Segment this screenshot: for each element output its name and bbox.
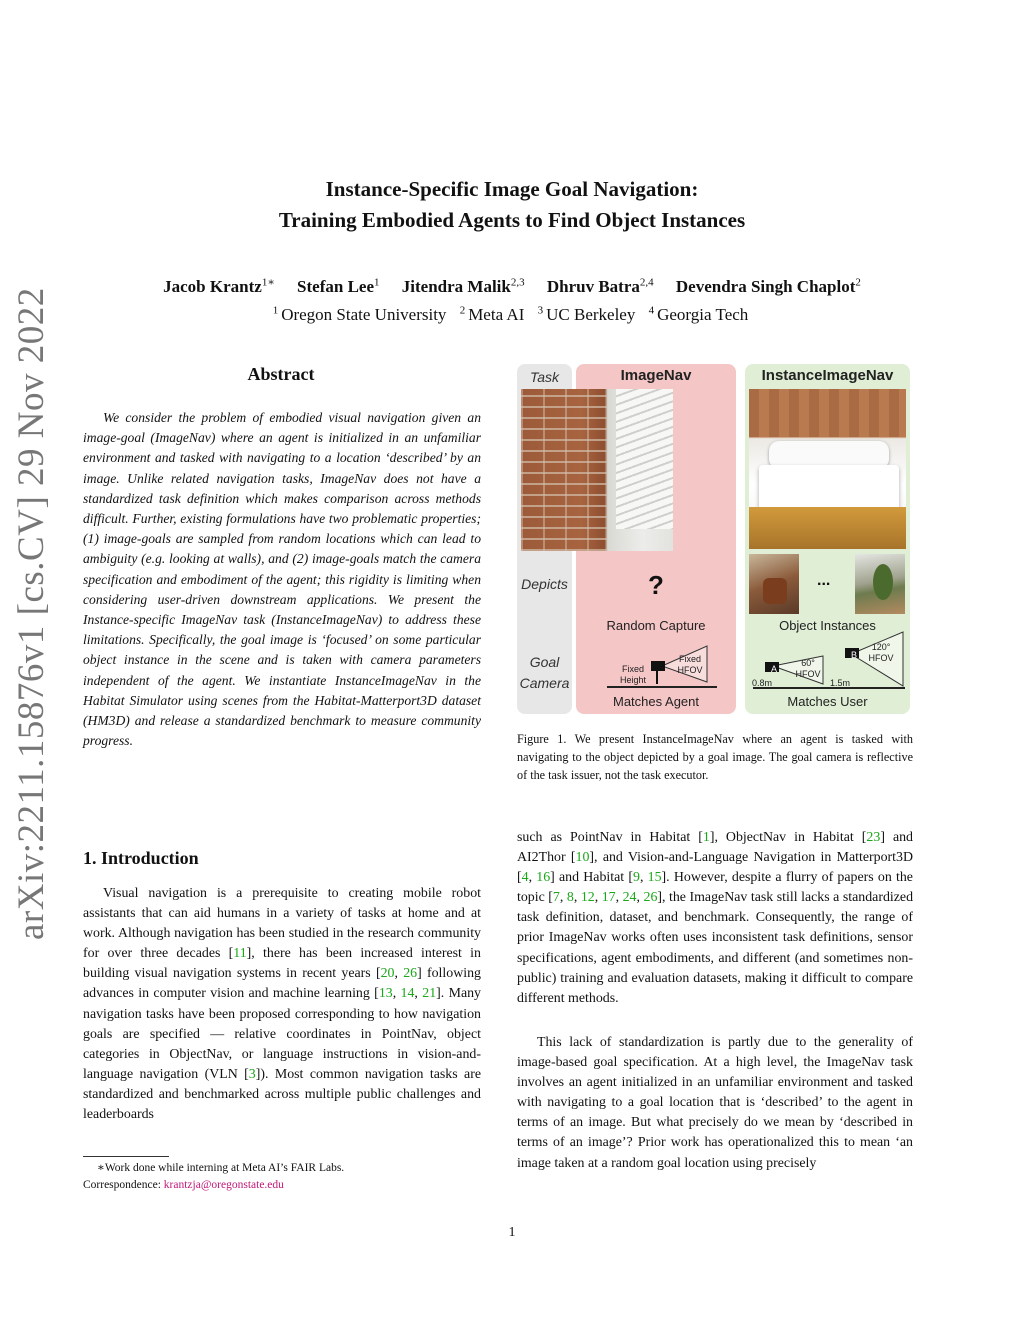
plant-shape [873,564,893,600]
abstract-text: We consider the problem of embodied visual navigation given an image-goal (ImageNav) where an agent is initialized in an unfamiliar environment and tasked with navigating to a location ‘described’ by an image. Unlike related navigation tasks, ImageNav does not have a standardized task definition which makes comparison across methods difficult. Further, existing formulations have two problematic properties; (1) image-goals are sampled from random locations which can lead to ambiguity (e.g. looking at walls), and (2) image-goals match the camera specification and embodiment of the agent; this rigidity is limiting when considering user-driven downstream applications. We present the Instance-specific ImageNav task (InstanceImageNav) to address these limitations. Specifically, the goal image is ‘focused’ on some particular object instance in the scene and is taken with camera parameters independent of the agent. We instantiate InstanceImageNav in the Habitat Simulator using scenes from the Habitat-Matterport3D dataset (HM3D) and release a standardized benchmark to measure community progress. [83,410,481,749]
abstract-heading: Abstract [247,364,315,384]
question-mark: ? [648,570,664,600]
citation-link[interactable]: 4 [521,870,529,886]
citation-link[interactable]: 7 [552,890,560,906]
intro-paragraph: Visual navigation is a prerequisite to creating mobile robot assistants that can aid humans in a variety of tasks at home and at work. Although navigation has been studied in the research community for over three decades [11], there has been increased interest in building visual navigation systems in recent years [20, 26] following advances in computer vision and machine learning [13, 14, 21]. Many navigation tasks have been proposed corresponding to how navigation goals are specified — relative coordinates in PointNav, object categories in ObjectNav, or language instructions in vision-and-language navigation (VLN [3]). Most common navigation tasks are standardized and benchmarked across multiple public challenges and leaderboards [83,886,481,1123]
citation-link[interactable]: 17 [601,890,616,906]
citation-link[interactable]: 1 [702,830,710,845]
email-link[interactable]: krantzja@oregonstate.edu [163,1179,284,1191]
arxiv-identifier: arXiv:2211.15876v1 [cs.CV] 29 Nov 2022 [11,287,52,940]
right-column-paragraph-1: such as PointNav in Habitat [1], ObjectNav in Habitat [23] and AI2Thor [10], and Vision-and-Language Navigation in Matterport3D [4, 16] and Habitat [9, 15]. However, despite a flurry of papers on the topic [7, 8, 12, 17, 24, 26], the ImageNav task still lacks a standardized task definition, dataset, and benchmark. Consequently, the range of prior ImageNav works often uses inconsistent task definitions, sensor specifications, agent embodiments, and different (and sometimes non-public) training and evaluation datasets, making it difficult to compare different methods. [517,830,914,1006]
camera-icon [651,661,665,671]
citation-link[interactable]: 15 [647,870,662,886]
citation-link[interactable]: 26 [643,890,658,906]
page-number: 1 [508,1225,516,1240]
title-line-1: Instance-Specific Image Goal Navigation: [325,177,699,201]
affiliation: $^3$ UC Berkeley [537,304,636,325]
bed-sheet [759,465,899,513]
hfov-60-label: 60° HFOV [795,658,821,679]
camera-a-badge: A [770,664,777,674]
goal-image-brick-wall [521,389,673,551]
author-list [0,270,1024,299]
object-instance-thumbnail-chair [749,554,799,614]
bench [749,507,906,549]
citation-link[interactable]: 13 [378,986,393,1002]
citation-link[interactable]: 23 [866,830,881,845]
affiliation: $^4$ Georgia Tech [648,304,749,325]
citation-link[interactable]: 21 [422,986,437,1002]
affiliation: $^2$ Meta AI [459,304,525,325]
citation-link[interactable]: 24 [622,890,637,906]
chair-shape [763,578,787,604]
affiliation: $^1$ Oregon State University [272,304,447,325]
correspondence-label: Correspondence: [83,1179,164,1191]
window-blind [616,389,673,529]
figure-caption: Figure 1. We present InstanceImageNav where an agent is tasked with navigating to the object depicted by a goal image. The goal camera is reflective of the task issuer, not the task executor. [517,732,913,782]
figure-1 [517,364,913,714]
citation-link[interactable]: 20 [380,966,395,982]
row-label-task: Task [529,369,560,385]
citation-link[interactable]: 12 [580,890,595,906]
citation-link[interactable]: 3 [248,1066,256,1082]
fixed-hfov-label: Fixed HFOV [677,654,703,675]
row-label-depicts: Depicts [521,576,568,592]
matches-user-label: Matches User [787,694,868,709]
author: Jitendra Malik$^{2,3}$ [401,276,525,296]
hfov-120-label: 120° HFOV [868,642,894,663]
object-instances-label: Object Instances [779,618,876,633]
author: Devendra Singh Chaplot$^2$ [675,276,861,296]
author: Stefan Lee$^1$ [297,276,380,296]
paper-title [0,174,1024,236]
title-line-2: Training Embodied Agents to Find Object Instances [278,208,746,232]
instanceimagenav-header: InstanceImageNav [761,367,894,384]
author: Jacob Krantz$^{1∗}$ [163,276,275,296]
citation-link[interactable]: 11 [233,946,247,962]
matches-agent-label: Matches Agent [613,694,699,709]
brick-pattern [521,389,607,551]
row-label-goal-camera: Goal Camera [519,654,570,691]
fixed-height-label: Fixed Height [619,664,646,685]
citation-link[interactable]: 8 [566,890,574,906]
headboard [749,389,906,437]
camera-b-badge: B [850,650,857,660]
object-instance-thumbnail-plant [855,554,905,614]
affiliation-list [0,299,1024,328]
footnote-rule [83,1156,169,1157]
goal-image-bed [749,389,906,549]
citation-link[interactable]: 26 [403,966,418,982]
ellipsis: ... [817,572,831,589]
footnote [83,1160,483,1194]
citation-link[interactable]: 10 [575,850,590,866]
citation-link[interactable]: 16 [536,870,551,886]
random-capture-label: Random Capture [606,618,706,633]
section-heading-introduction: 1. Introduction [83,848,199,868]
right-column-paragraph-2: This lack of standardization is partly due to the generality of image-based goal specification. At a high level, the ImageNav task involves an agent initialized in an unfamiliar environment and tasked with navigating to a goal location that is ‘described’ to the agent in terms of an image. But what precisely do we mean by ‘described in terms of an image’? Prior work has operationalized this to mean ‘an image taken at a random goal location using precisely [517,1035,913,1171]
author: Dhruv Batra$^{2,4}$ [546,276,654,296]
citation-link[interactable]: 9 [633,870,640,886]
author-block [0,270,1024,327]
correspondence-line [83,1177,483,1194]
imagenav-header: ImageNav [620,367,692,384]
citation-link[interactable]: 14 [400,986,415,1002]
footnote-star: ∗Work done while interning at Meta AI’s FAIR Labs. [97,1162,345,1174]
height-0-8m-label: 0.8m [751,678,772,688]
height-1-5m-label: 1.5m [829,678,850,688]
